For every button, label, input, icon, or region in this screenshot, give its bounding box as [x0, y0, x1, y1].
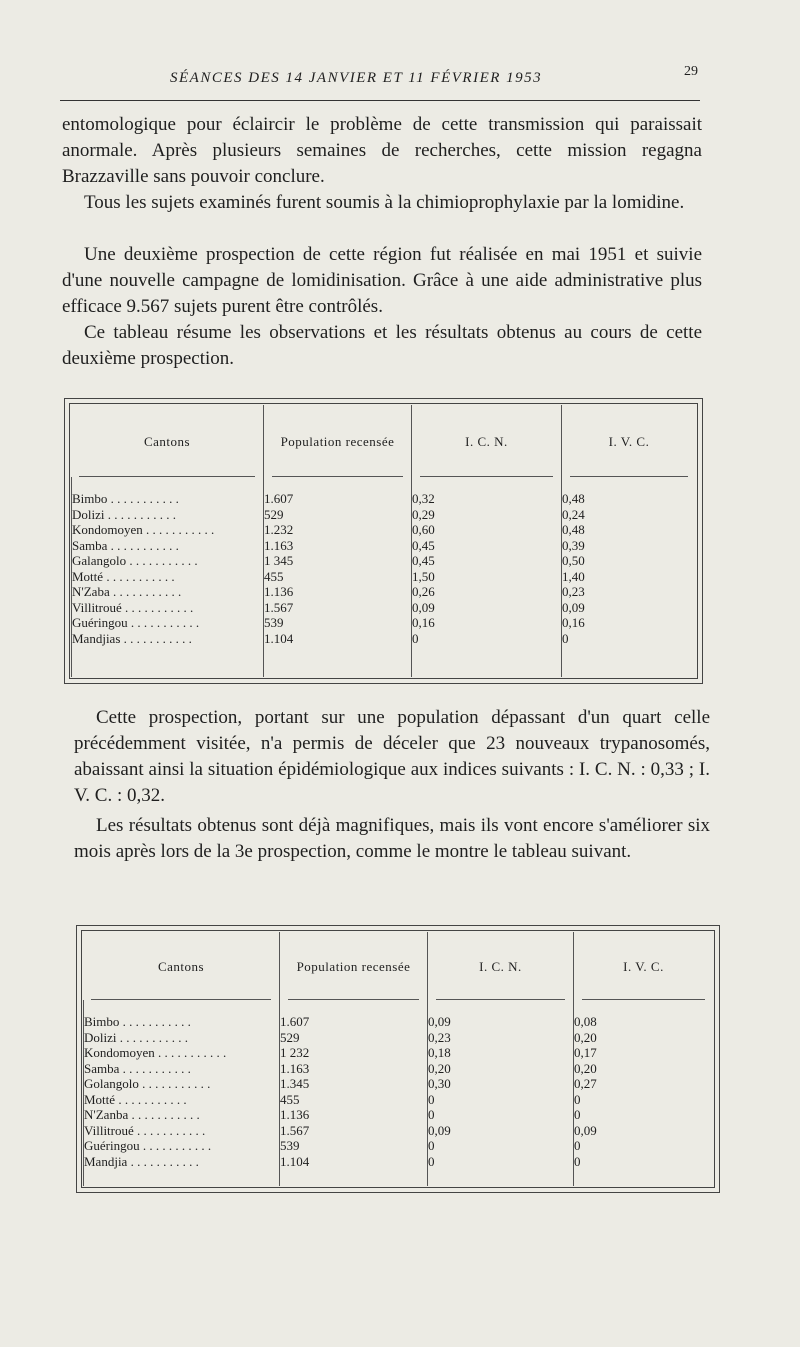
cantons-column	[71, 477, 263, 677]
table-cell	[428, 1092, 573, 1108]
table-cell	[84, 1045, 279, 1061]
table-cell	[84, 1014, 279, 1030]
table-cell	[84, 1076, 279, 1092]
cell-value: 0,23	[428, 1029, 451, 1045]
table-cell	[562, 615, 696, 631]
table-cell	[72, 600, 263, 616]
canton-name: N'Zanba . . .	[84, 1107, 279, 1123]
cell-value: 0,09	[428, 1122, 451, 1138]
table-cell	[84, 1123, 279, 1139]
table-cell	[72, 631, 263, 647]
cell-value: 455	[280, 1091, 300, 1107]
ivc-column	[573, 1000, 713, 1186]
cell-value: 0	[412, 630, 419, 646]
paragraph: entomologique pour éclaircir le problème de cette transmission qui paraissait anormale. Après plusieurs semaines de recherches, cette mission regagna Brazzaville sans pouvoir conclure.	[62, 114, 702, 187]
table-cell	[280, 1014, 427, 1030]
cell-value: 529	[264, 506, 284, 522]
cell-value: 0,09	[574, 1122, 597, 1138]
running-title: SÉANCES DES 14 JANVIER ET 11 FÉVRIER 1953	[170, 70, 543, 86]
icn-column	[427, 1000, 573, 1186]
cell-value: 539	[280, 1138, 300, 1153]
cell-value: 0,09	[412, 599, 435, 615]
cell-value: 0	[428, 1153, 435, 1169]
canton-name: Bimbo . . .	[84, 1014, 279, 1030]
cell-value: 1.163	[264, 537, 294, 553]
table-cell	[412, 615, 561, 631]
cell-value: 1.232	[264, 522, 294, 537]
canton-name: N'Zaba . . .	[72, 584, 263, 600]
cell-value: 1,50	[412, 568, 435, 584]
table-cell	[280, 1138, 427, 1154]
cell-value: 0,39	[562, 537, 585, 553]
table-cell	[574, 1045, 713, 1061]
table-cell	[412, 600, 561, 616]
paragraph: Les résultats obtenus sont déjà magnifiques, mais ils vont encore s'améliorer six mois après lors de la 3e prospection, comme le montre le tableau suivant.	[74, 815, 710, 862]
table-cell	[84, 1107, 279, 1123]
table-cell	[562, 507, 696, 523]
table-cell	[428, 1076, 573, 1092]
cell-value: 0,16	[412, 615, 435, 630]
cell-value: 0	[428, 1138, 435, 1153]
cell-value: 0,16	[562, 615, 585, 630]
paragraph: Ce tableau résume les observations et les résultats obtenus au cours de cette deuxième prospection.	[62, 322, 702, 369]
canton-name: Villitroué . . .	[84, 1123, 279, 1139]
cell-value: 0,60	[412, 522, 435, 537]
table-cell	[428, 1030, 573, 1046]
paragraph: Une deuxième prospection de cette région fut réalisée en mai 1951 et suivie d'une nouvelle campagne de lomidinisation. Grâce à une aide administrative plus efficace 9.567 sujets purent être contrôlés.	[62, 244, 702, 317]
table-cell	[264, 522, 411, 538]
paragraph: Tous les sujets examinés furent soumis à la chimioprophylaxie par la lomidine.	[84, 192, 685, 213]
table-cell	[84, 1092, 279, 1108]
cell-value: 0,23	[562, 584, 585, 599]
table-cell	[264, 615, 411, 631]
column-header-icn: I. C. N.	[411, 405, 561, 477]
table-cell	[412, 584, 561, 600]
cell-value: 0,27	[574, 1076, 597, 1091]
column-header-population: Population recensée	[279, 932, 427, 1000]
column-header-population: Population recensée	[263, 405, 411, 477]
table-cell	[428, 1154, 573, 1170]
table-cell	[264, 553, 411, 569]
table-cell	[280, 1107, 427, 1123]
cell-value: 1.607	[280, 1014, 310, 1029]
table-cell	[428, 1061, 573, 1077]
table-cell	[574, 1154, 713, 1170]
cell-value: 1.567	[280, 1122, 310, 1138]
table-cell	[72, 491, 263, 507]
cell-value: 0	[562, 630, 569, 646]
canton-name: Bimbo . . .	[72, 491, 263, 507]
table-cell	[72, 584, 263, 600]
table-cell	[280, 1030, 427, 1046]
table-cell	[84, 1061, 279, 1077]
cell-value: 0,09	[562, 599, 585, 615]
cell-value: 1.136	[264, 584, 294, 599]
canton-name: Kondomoyen . . .	[84, 1045, 279, 1061]
canton-name: Villitroué . . .	[72, 600, 263, 616]
cell-value: 0,32	[412, 491, 435, 506]
cell-value: 1.345	[280, 1076, 310, 1091]
table-cell	[574, 1076, 713, 1092]
table-cell	[562, 553, 696, 569]
cell-value: 0,17	[574, 1045, 597, 1060]
table-cell	[84, 1030, 279, 1046]
cell-value: 0	[428, 1091, 435, 1107]
cell-value: 1 345	[264, 553, 294, 568]
table-cell	[72, 507, 263, 523]
table-cell	[412, 507, 561, 523]
table-cell	[280, 1123, 427, 1139]
canton-name: Mandjias . . .	[72, 631, 263, 647]
icn-column	[411, 477, 561, 677]
table-cell	[72, 522, 263, 538]
cell-value: 0	[574, 1138, 581, 1153]
table-cell	[412, 538, 561, 554]
table-cell	[412, 522, 561, 538]
cell-value: 0,20	[574, 1029, 597, 1045]
canton-name: Dolizi . . .	[72, 507, 263, 523]
cell-value: 0	[574, 1107, 581, 1122]
table-cell	[562, 600, 696, 616]
table-cell	[264, 507, 411, 523]
table-cell	[574, 1014, 713, 1030]
cell-value: 0,08	[574, 1014, 597, 1029]
results-table-second-prospection	[64, 398, 703, 684]
table-cell	[72, 538, 263, 554]
table-cell	[72, 615, 263, 631]
column-header-cantons: Cantons	[71, 405, 263, 477]
canton-name: Golangolo . . .	[84, 1076, 279, 1092]
cell-value: 455	[264, 568, 284, 584]
paragraph: Cette prospection, portant sur une population dépassant d'un quart celle précédemment visitée, n'a permis de déceler que 23 nouveaux trypanosomés, abaissant ainsi la situation épidémiologique aux indices suivants : I. C. N. : 0,33 ; I. V. C. : 0,32.	[74, 707, 710, 806]
table-cell	[574, 1107, 713, 1123]
table-cell	[280, 1061, 427, 1077]
table-cell	[264, 569, 411, 585]
cell-value: 1 232	[280, 1045, 310, 1060]
cell-value: 0,48	[562, 491, 585, 506]
canton-name: Galangolo . . .	[72, 553, 263, 569]
ivc-column	[561, 477, 696, 677]
canton-name: Dolizi . . .	[84, 1030, 279, 1046]
table-cell	[562, 491, 696, 507]
cantons-column	[83, 1000, 279, 1186]
table-cell	[264, 491, 411, 507]
cell-value: 1.104	[264, 630, 294, 646]
table-cell	[574, 1092, 713, 1108]
table-cell	[428, 1045, 573, 1061]
table-cell	[428, 1107, 573, 1123]
column-header-cantons: Cantons	[83, 932, 279, 1000]
table-cell	[428, 1138, 573, 1154]
table-cell	[562, 569, 696, 585]
table-cell	[72, 553, 263, 569]
cell-value: 0,45	[412, 553, 435, 568]
table-cell	[562, 584, 696, 600]
table-cell	[562, 522, 696, 538]
column-header-ivc: I. V. C.	[573, 932, 713, 1000]
cell-value: 0	[574, 1153, 581, 1169]
cell-value: 1.104	[280, 1153, 310, 1169]
cell-value: 0	[574, 1091, 581, 1107]
canton-name: Guéringou . . .	[84, 1138, 279, 1154]
table-cell	[574, 1061, 713, 1077]
table-cell	[264, 584, 411, 600]
canton-name: Mandjia . . .	[84, 1154, 279, 1170]
cell-value: 539	[264, 615, 284, 630]
table-cell	[280, 1076, 427, 1092]
running-head	[60, 60, 700, 101]
table-cell	[412, 553, 561, 569]
canton-name: Samba . . .	[84, 1061, 279, 1077]
cell-value: 0,29	[412, 506, 435, 522]
table-cell	[84, 1154, 279, 1170]
cell-value: 0	[428, 1107, 435, 1122]
table-cell	[264, 538, 411, 554]
table-cell	[412, 631, 561, 647]
table-cell	[574, 1030, 713, 1046]
table-cell	[412, 491, 561, 507]
cell-value: 0,20	[574, 1060, 597, 1076]
canton-name: Samba . . .	[72, 538, 263, 554]
cell-value: 0,20	[428, 1060, 451, 1076]
table-cell	[264, 600, 411, 616]
cell-value: 0,45	[412, 537, 435, 553]
cell-value: 0,09	[428, 1014, 451, 1029]
population-column	[263, 477, 411, 677]
table-cell	[428, 1014, 573, 1030]
column-header-ivc: I. V. C.	[561, 405, 696, 477]
canton-name: Motté . . .	[84, 1092, 279, 1108]
cell-value: 0,26	[412, 584, 435, 599]
table-cell	[562, 631, 696, 647]
table-cell	[412, 569, 561, 585]
table-cell	[574, 1138, 713, 1154]
page-number: 29	[684, 64, 698, 79]
cell-value: 0,48	[562, 522, 585, 537]
cell-value: 529	[280, 1029, 300, 1045]
table-cell	[428, 1123, 573, 1139]
table-cell	[264, 631, 411, 647]
cell-value: 1,40	[562, 568, 585, 584]
cell-value: 1.567	[264, 599, 294, 615]
cell-value: 0,50	[562, 553, 585, 568]
cell-value: 0,18	[428, 1045, 451, 1060]
population-column	[279, 1000, 427, 1186]
table-cell	[280, 1154, 427, 1170]
cell-value: 1.607	[264, 491, 294, 506]
table-cell	[280, 1092, 427, 1108]
cell-value: 0,24	[562, 506, 585, 522]
table-cell	[280, 1045, 427, 1061]
table-cell	[84, 1138, 279, 1154]
cell-value: 0,30	[428, 1076, 451, 1091]
table-cell	[562, 538, 696, 554]
table-cell	[72, 569, 263, 585]
canton-name: Guéringou . . .	[72, 615, 263, 631]
results-table-third-prospection	[76, 925, 720, 1193]
canton-name: Kondomoyen . . .	[72, 522, 263, 538]
cell-value: 1.136	[280, 1107, 310, 1122]
cell-value: 1.163	[280, 1060, 310, 1076]
table-cell	[574, 1123, 713, 1139]
canton-name: Motté . . .	[72, 569, 263, 585]
column-header-icn: I. C. N.	[427, 932, 573, 1000]
